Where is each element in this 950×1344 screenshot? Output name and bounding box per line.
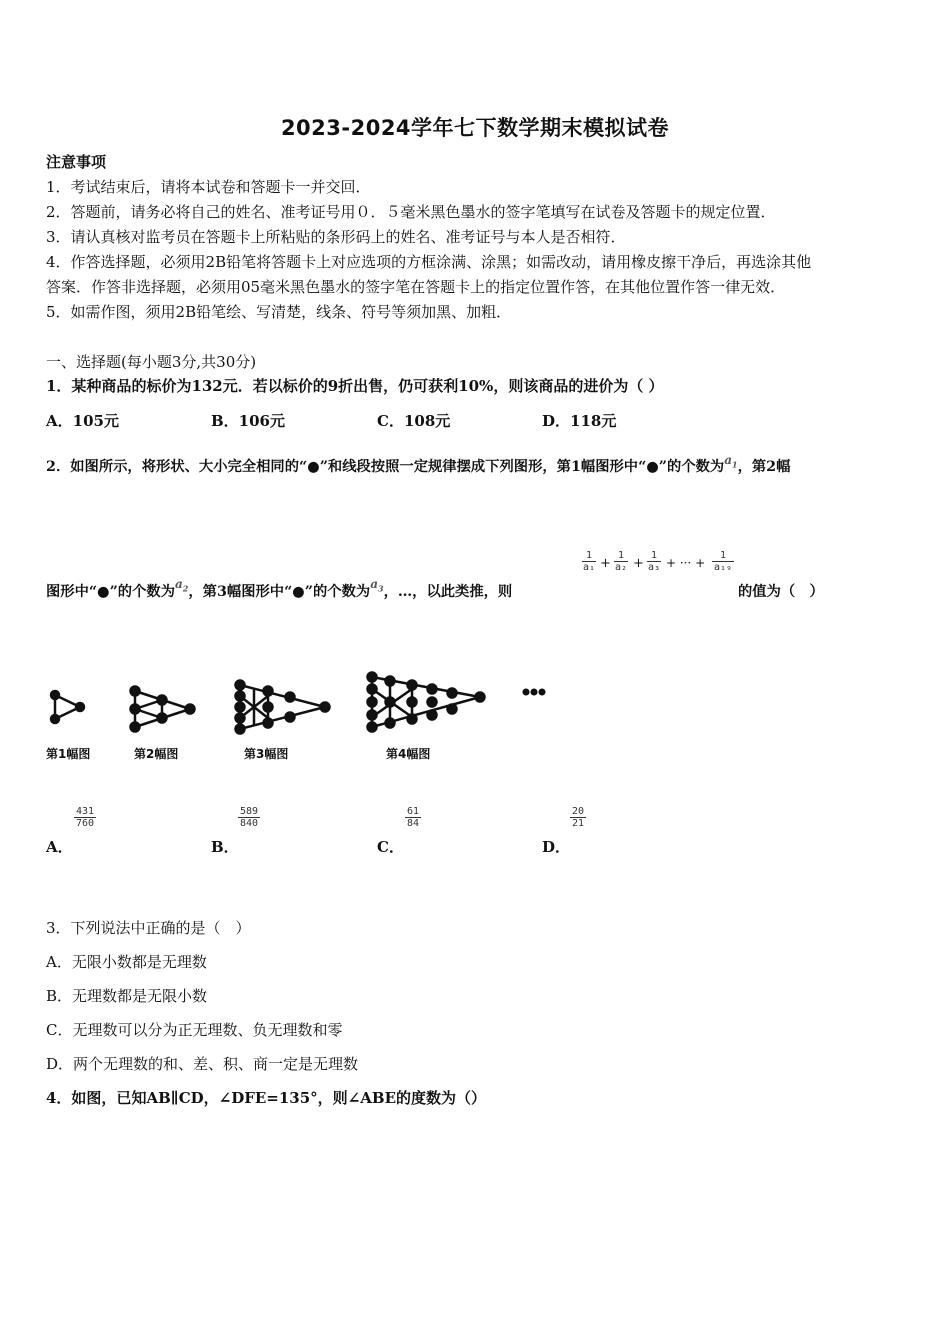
sum-term-1: $\frac{1}{\text{a₁}}$ [582, 550, 596, 573]
q2-line2d: 的值为（ ） [738, 584, 824, 600]
q2-option-d-frac: $\frac{20}{21}$ [571, 806, 585, 829]
q2-line2a-wrap [46, 577, 513, 606]
notice-item-4-cont: 答案．作答非选择题，必须用05毫米黑色墨水的签字笔在答题卡上的指定位置作答，在其他位置作答一律无效． [46, 278, 786, 296]
figure-1 [51, 691, 84, 723]
sum-term-19: $\frac{1}{\text{a₁₉}}$ [713, 550, 733, 573]
figure-label-1: 第1幅图 [46, 747, 91, 761]
q2-a2: a2 [175, 577, 189, 594]
q2-line2b: ，第3幅图形中“●”的个数为 [188, 584, 371, 600]
q3-option-a: A．无限小数都是无理数 [46, 953, 207, 971]
q2-a3: a3 [370, 577, 384, 594]
q1-option-d: D．118元 [542, 412, 617, 430]
q1-option-b: B．106元 [211, 412, 285, 430]
q3-option-c: C．无理数可以分为正无理数、负无理数和零 [46, 1021, 343, 1039]
q2-option-c-letter: C． [377, 838, 404, 856]
plus-sign: + [633, 556, 644, 571]
q1-option-a: A．105元 [46, 412, 119, 430]
figure-more-dots [524, 690, 545, 695]
q1-stem: 1．某种商品的标价为132元．若以标价的9折出售，仍可获利10%，则该商品的进价为（ ） [46, 377, 664, 395]
q2-line1-text: 2．如图所示，将形状、大小完全相同的“●”和线段按照一定规律摆成下列图形，第1幅图形中“●”的个数为 [46, 459, 725, 475]
sum-term-2: $\frac{1}{\text{a₂}}$ [614, 550, 628, 573]
notice-item-5: 5．如需作图，须用2B铅笔绘、写清楚，线条、符号等须加黑、加粗． [46, 303, 512, 321]
figure-4 [368, 673, 485, 732]
figure-label-2: 第2幅图 [134, 747, 179, 761]
q2-a1: a1 [724, 453, 738, 470]
q2-option-c-frac: $\frac{61}{84}$ [406, 806, 420, 829]
q2-option-a-letter: A． [46, 838, 73, 856]
plus-sign: + [600, 556, 611, 571]
q4-stem: 4．如图，已知AB∥CD，∠DFE=135°，则∠ABE的度数为（） [46, 1089, 486, 1107]
sum-term-3: $\frac{1}{\text{a₃}}$ [647, 550, 661, 573]
q3-option-d: D．两个无理数的和、差、积、商一定是无理数 [46, 1055, 359, 1073]
notice-item-1: 1．考试结束后，请将本试卷和答题卡一并交回． [46, 178, 371, 196]
dot-pattern-figures [40, 655, 560, 765]
q2-option-b-frac: $\frac{589}{840}$ [239, 806, 259, 829]
notice-heading: 注意事项 [46, 153, 107, 171]
q2-line2c: ，…，以此类推，则 [383, 584, 513, 600]
q2-line1 [46, 453, 791, 481]
figure-2 [131, 687, 195, 732]
q2-line2a: 图形中“●”的个数为 [46, 584, 175, 600]
q2-option-a-frac: $\frac{431}{760}$ [75, 806, 95, 829]
notice-item-3: 3．请认真核对监考员在答题卡上所粘贴的条形码上的姓名、准考证号与本人是否相符． [46, 228, 626, 246]
q2-sum-expression [582, 550, 742, 584]
sum-dots: + ··· + [666, 556, 706, 570]
figure-label-4: 第4幅图 [386, 747, 431, 761]
q2-line1-end: ，第2幅 [737, 459, 791, 475]
q3-stem: 3．下列说法中正确的是（ ） [46, 919, 251, 937]
q1-option-c: C．108元 [377, 412, 451, 430]
notice-item-2: 2．答题前，请务必将自己的姓名、准考证号用０．５毫米黑色墨水的签字笔填写在试卷及答题卡的规定位置． [46, 203, 776, 221]
figure-label-3: 第3幅图 [244, 747, 289, 761]
figure-3 [236, 681, 330, 734]
section-heading: 一、选择题(每小题3分,共30分) [46, 353, 257, 371]
q2-option-d-letter: D． [542, 838, 571, 856]
page-title: 2023-2024学年七下数学期末模拟试卷 [280, 116, 670, 140]
q2-option-b-letter: B． [211, 838, 239, 856]
q3-option-b: B．无理数都是无限小数 [46, 987, 208, 1005]
notice-item-4: 4．作答选择题，必须用2B铅笔将答题卡上对应选项的方框涂满、涂黑；如需改动，请用橡皮擦干净后，再选涂其他 [46, 253, 812, 271]
